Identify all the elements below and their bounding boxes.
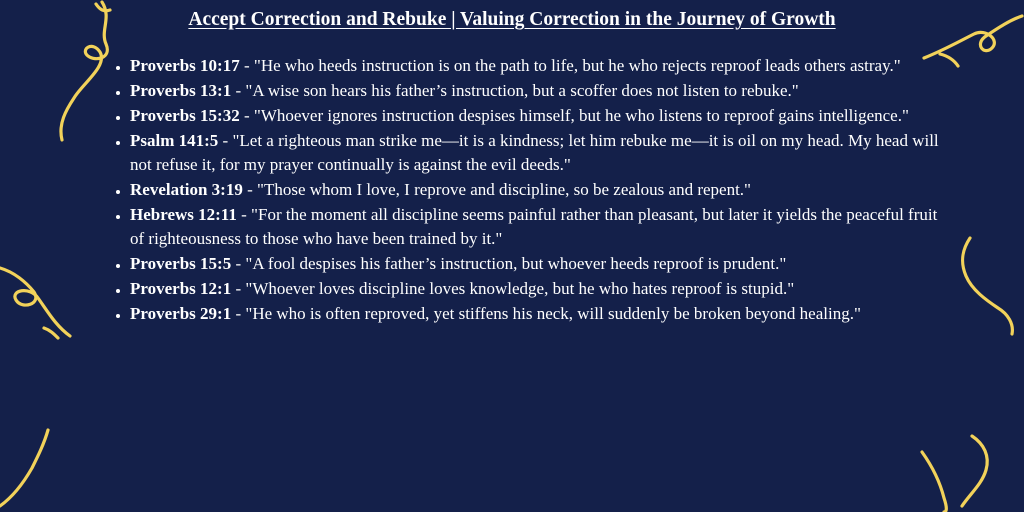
ribbon-bottom-right: [922, 452, 946, 512]
ribbon-left-middle-small: [44, 328, 58, 338]
ribbon-left-middle: [0, 268, 70, 336]
ribbon-bottom-left: [0, 430, 48, 506]
list-item: • Psalm 141:5 - "Let a righteous man strike me—it is a kindness; let him rebuke me—it is oil on my head. My head will not refuse it, for my prayer continually is against the evil deeds.": [130, 129, 950, 178]
list-item: • Proverbs 15:5 - "A fool despises his father’s instruction, but whoever heeds reproof is prudent.": [130, 252, 950, 276]
verse-reference: Proverbs 15:5: [130, 253, 232, 273]
ribbon-right-middle: [963, 238, 1013, 334]
list-item: • Hebrews 12:11 - "For the moment all discipline seems painful rather than pleasant, but later it yields the peaceful fruit of righteousness to those who have been trained by it.": [130, 203, 950, 252]
verse-text: "Let a righteous man strike me—it is a kindness; let him rebuke me—it is oil on my head. My head will not refuse it, for my prayer continually is against the evil deeds.": [130, 130, 939, 174]
page-title: Accept Correction and Rebuke | Valuing Correction in the Journey of Growth: [188, 9, 836, 30]
list-item: • Proverbs 15:32 - "Whoever ignores instruction despises himself, but he who listens to reproof gains intelligence.": [130, 104, 950, 128]
verse-text: "For the moment all discipline seems painful rather than pleasant, but later it yields the peaceful fruit of righteousness to those who have been trained by it.": [130, 204, 938, 249]
list-item: • Proverbs 10:17 - "He who heeds instruction is on the path to life, but he who rejects reproof leads others astray.": [130, 54, 950, 78]
verse-reference: Psalm 141:5: [130, 130, 219, 150]
verse-reference: Proverbs 10:17: [130, 56, 240, 75]
verse-reference: Proverbs 29:1: [130, 303, 232, 323]
verse-text: "Whoever loves discipline loves knowledge, but he who hates reproof is stupid.": [245, 278, 795, 298]
ribbon-bottom-right-curl: [962, 436, 987, 506]
verse-text: "He who heeds instruction is on the path to life, but he who rejects reproof leads others astray.": [253, 56, 901, 75]
verse-reference: Proverbs 15:32: [130, 105, 240, 125]
verse-text: "A fool despises his father’s instruction, but whoever heeds reproof is prudent.": [245, 253, 787, 273]
verse-reference: Revelation 3:19: [130, 179, 243, 199]
verse-text: "Whoever ignores instruction despises himself, but he who listens to reproof gains intelligence.": [253, 105, 909, 125]
verse-reference: Proverbs 13:1: [130, 80, 232, 100]
verse-text: "Those whom I love, I reprove and discipline, so be zealous and repent.": [257, 179, 751, 199]
verse-text: "He who is often reproved, yet stiffens his neck, will suddenly be broken beyond healing.": [245, 303, 861, 323]
list-item: • Proverbs 12:1 - "Whoever loves discipline loves knowledge, but he who hates reproof is stupid.": [130, 277, 950, 301]
list-item: • Proverbs 29:1 - "He who is often reproved, yet stiffens his neck, will suddenly be broken beyond healing.": [130, 302, 950, 326]
list-item: • Revelation 3:19 - "Those whom I love, I reprove and discipline, so be zealous and repent.": [130, 178, 950, 202]
verse-reference: Hebrews 12:11: [130, 204, 237, 224]
list-item: • Proverbs 13:1 - "A wise son hears his father’s instruction, but a scoffer does not listen to rebuke.": [130, 79, 950, 103]
verse-text: "A wise son hears his father’s instruction, but a scoffer does not listen to rebuke.": [245, 80, 799, 100]
verse-list: [110, 54, 950, 327]
verse-reference: Proverbs 12:1: [130, 278, 232, 298]
